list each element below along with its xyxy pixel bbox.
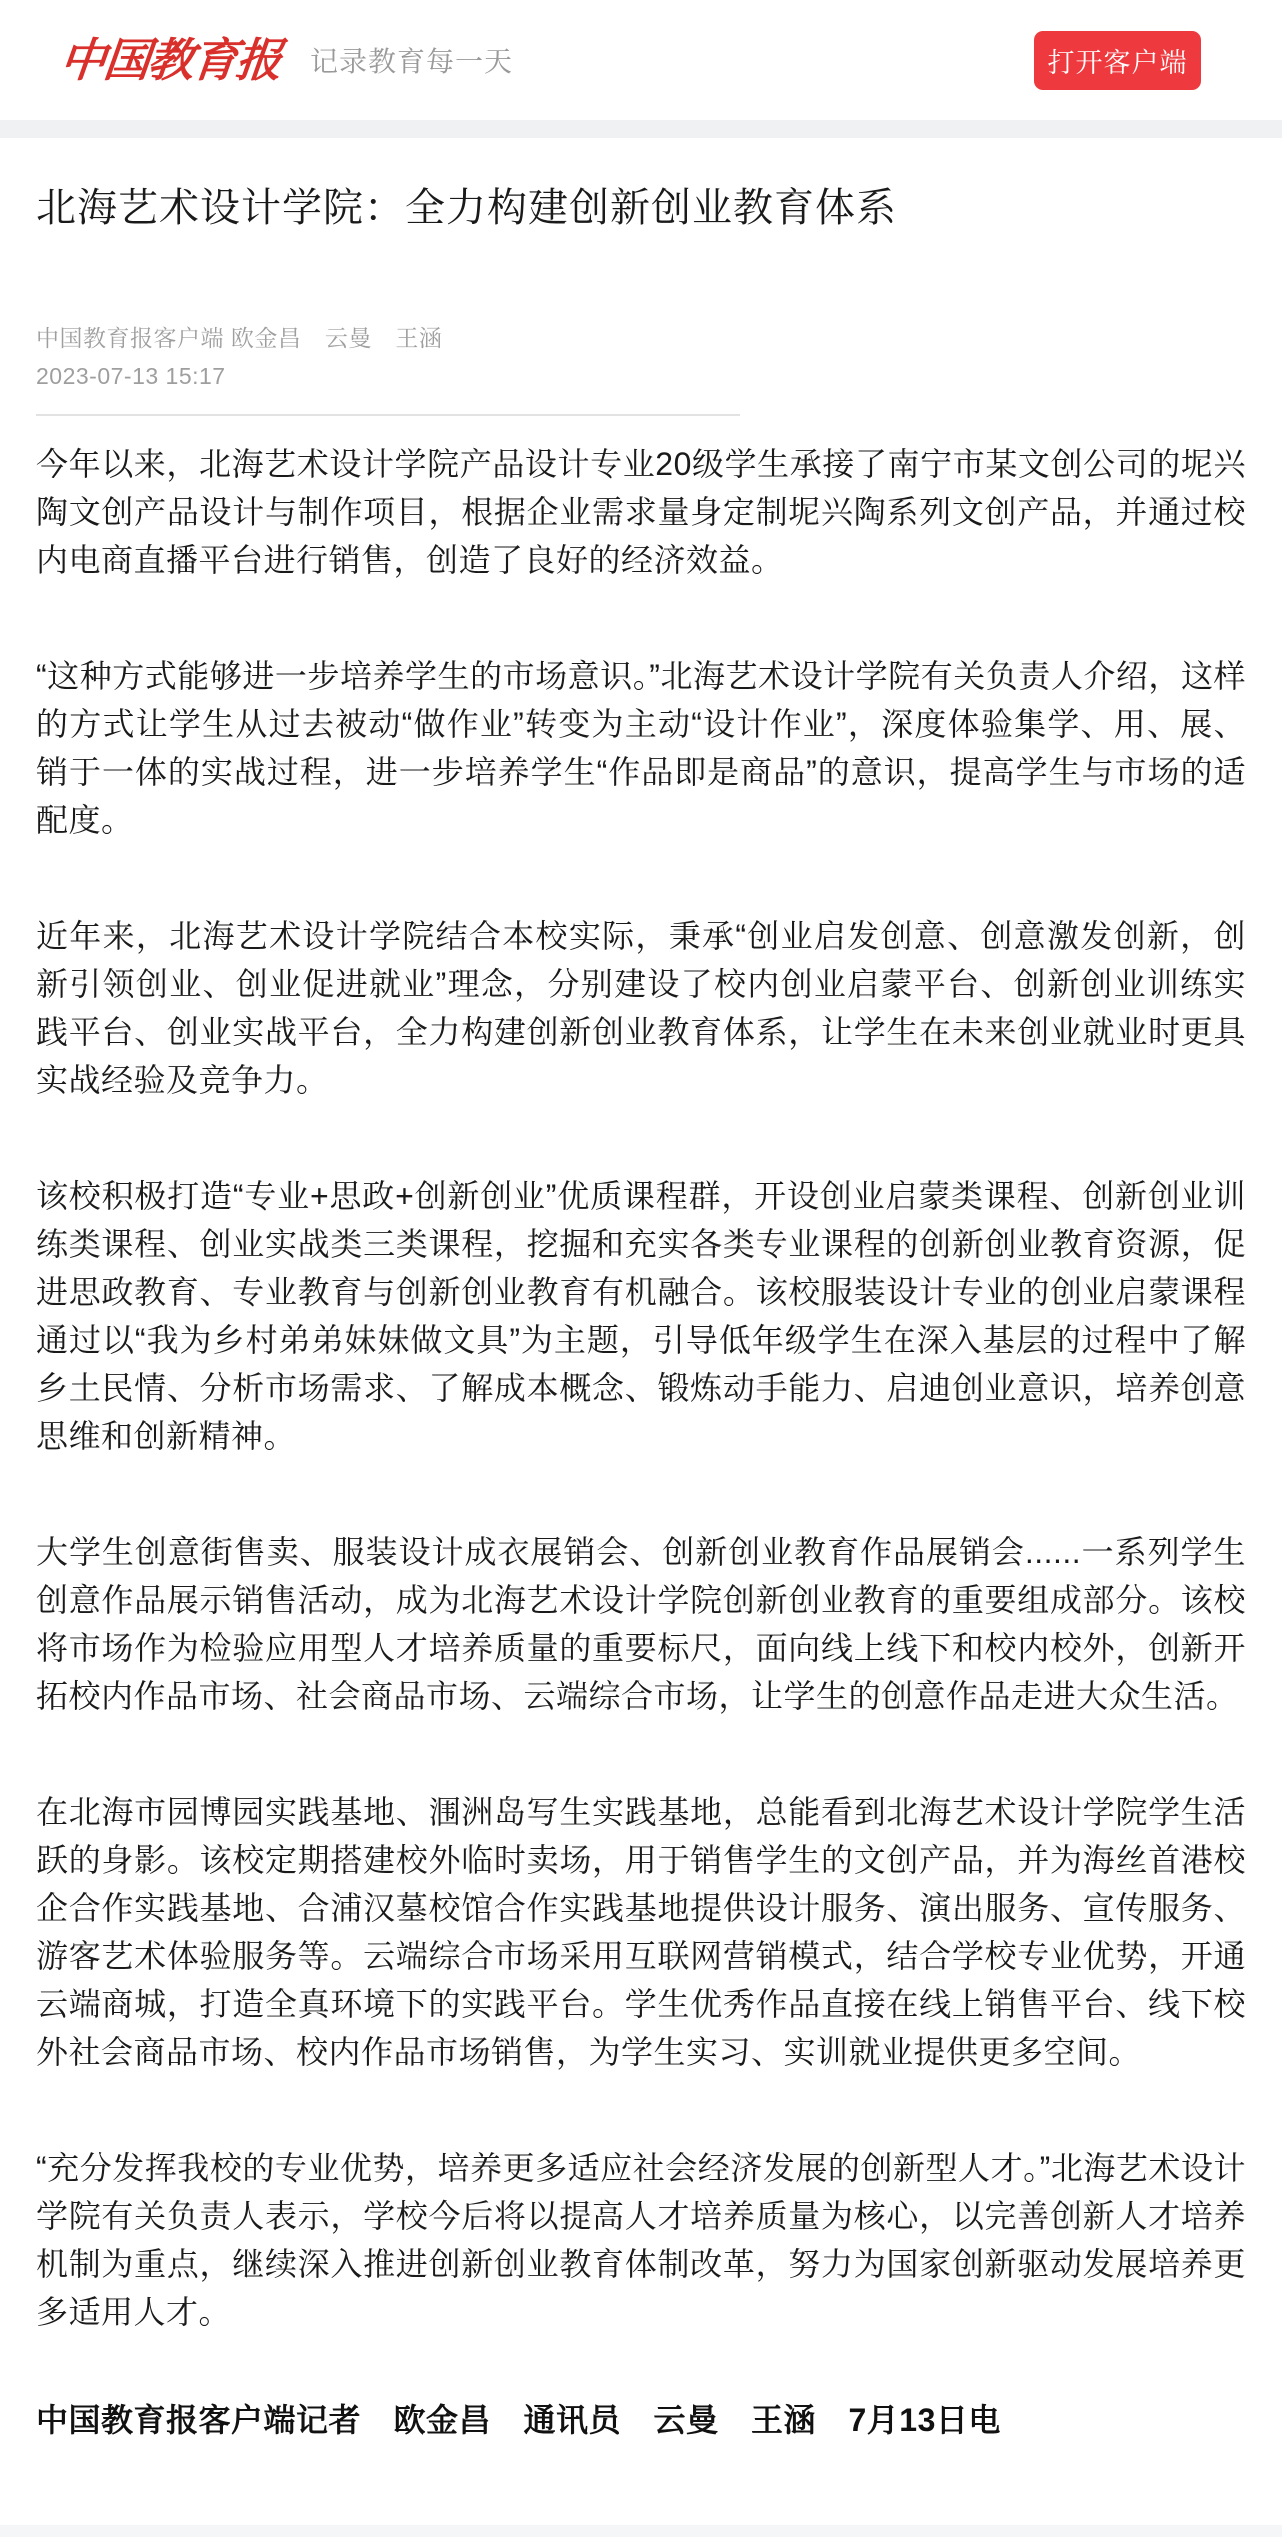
article-body [36, 440, 1246, 2336]
open-app-button[interactable]: 打开客户端 [1034, 31, 1201, 90]
article-date: 2023-07-13 15:17 [36, 363, 226, 390]
article-footer-byline: 中国教育报客户端记者 欧金昌 通讯员 云曼 王涵 7月13日电 [36, 2402, 1001, 2439]
header [0, 0, 1282, 120]
article-title: 北海艺术设计学院：全力构建创新创业教育体系 [36, 186, 897, 230]
article [0, 138, 1282, 2444]
bottom-band [0, 2525, 1282, 2537]
article-paragraph: 大学生创意街售卖、服装设计成衣展销会、创新创业教育作品展销会......一系列学生创意作品展示销售活动，成为北海艺术设计学院创新创业教育的重要组成部分。该校将市场作为检验应用型人才培养质量的重要标尺，面向线上线下和校内校外，创新开拓校内作品市场、社会商品市场、云端综合市场，让学生的创意作品走进大众生活。 [36, 1534, 1246, 1715]
article-paragraph: 在北海市园博园实践基地、涠洲岛写生实践基地，总能看到北海艺术设计学院学生活跃的身影。该校定期搭建校外临时卖场，用于销售学生的文创产品，并为海丝首港校企合作实践基地、合浦汉墓校馆合作实践基地提供设计服务、演出服务、宣传服务、游客艺术体验服务等。云端综合市场采用互联网营销模式，结合学校专业优势，开通云端商城，打造全真环境下的实践平台。学生优秀作品直接在线上销售平台、线下校外社会商品市场、校内作品市场销售，为学生实习、实训就业提供更多空间。 [36, 1794, 1246, 2071]
article-paragraph: “充分发挥我校的专业优势，培养更多适应社会经济发展的创新型人才。”北海艺术设计学院有关负责人表示，学校今后将以提高人才培养质量为核心，以完善创新人才培养机制为重点，继续深入推进创新创业教育体制改革，努力为国家创新驱动发展培养更多适用人才。 [36, 2150, 1246, 2331]
article-paragraph: 该校积极打造“专业+思政+创新创业”优质课程群，开设创业启蒙类课程、创新创业训练类课程、创业实战类三类课程，挖掘和充实各类专业课程的创新创业教育资源，促进思政教育、专业教育与创新创业教育有机融合。该校服装设计专业的创业启蒙课程通过以“我为乡村弟弟妹妹做文具”为主题，引导低年级学生在深入基层的过程中了解乡土民情、分析市场需求、了解成本概念、锻炼动手能力、启迪创业意识，培养创意思维和创新精神。 [36, 1178, 1246, 1455]
article-byline: 中国教育报客户端 欧金昌 云曼 王涵 [36, 325, 443, 351]
header-divider-strip [0, 120, 1282, 138]
article-paragraph: 近年来，北海艺术设计学院结合本校实际，秉承“创业启发创意、创意激发创新，创新引领创业、创业促进就业”理念，分别建设了校内创业启蒙平台、创新创业训练实践平台、创业实战平台，全力构建创新创业教育体系，让学生在未来创业就业时更具实战经验及竞争力。 [36, 918, 1246, 1099]
article-paragraph: “这种方式能够进一步培养学生的市场意识。”北海艺术设计学院有关负责人介绍，这样的方式让学生从过去被动“做作业”转变为主动“设计作业”，深度体验集学、用、展、销于一体的实战过程，进一步培养学生“作品即是商品”的意识，提高学生与市场的适配度。 [36, 658, 1246, 839]
byline-divider [36, 414, 740, 416]
article-paragraph: 今年以来，北海艺术设计学院产品设计专业20级学生承接了南宁市某文创公司的坭兴陶文创产品设计与制作项目，根据企业需求量身定制坭兴陶系列文创产品，并通过校内电商直播平台进行销售，创造了良好的经济效益。 [36, 446, 1246, 579]
brand-logo[interactable]: 中国教育报 [57, 33, 283, 87]
header-tagline: 记录教育每一天 [310, 46, 514, 77]
